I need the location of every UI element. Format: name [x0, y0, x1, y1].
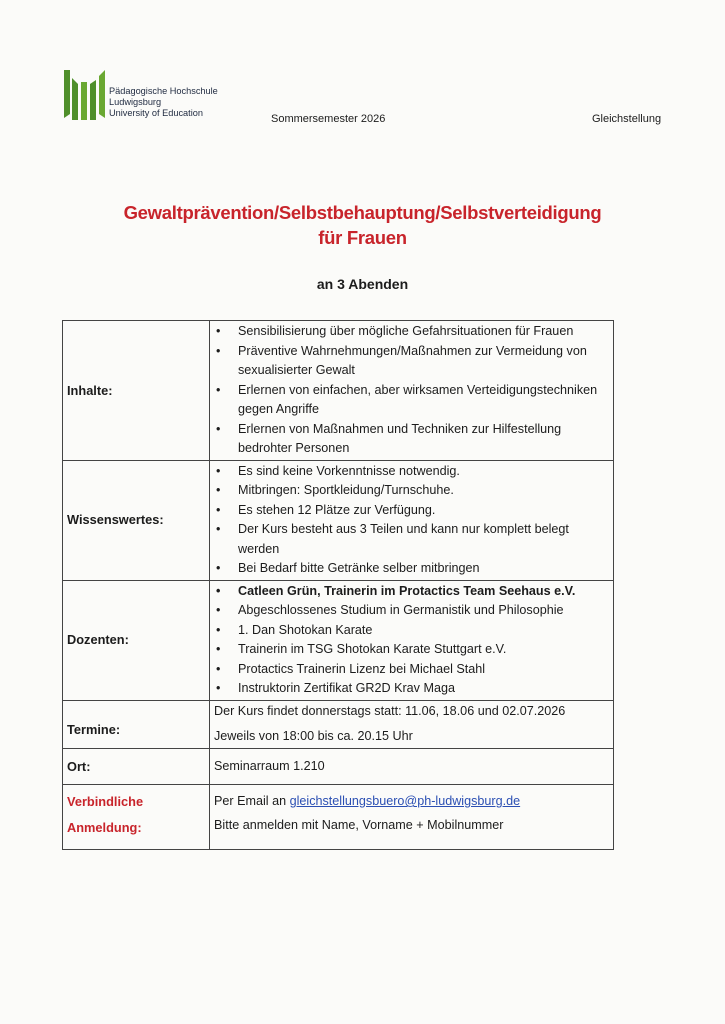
logo-line: Ludwigsburg [109, 97, 162, 107]
list-item: • Trainerin im TSG Shotokan Karate Stuttgart e.V. [214, 640, 607, 660]
row-inhalte [63, 321, 614, 461]
termine-dates: Der Kurs findet donnerstags statt: 11.06, 18.06 und 02.07.2026 [214, 703, 566, 718]
list-item: • Sensibilisierung über mögliche Gefahrsituationen für Frauen [214, 322, 607, 342]
bullet-list [214, 322, 607, 459]
list-item: • Es stehen 12 Plätze zur Verfügung. [214, 501, 607, 521]
document-subtitle: an 3 Abenden [316, 276, 409, 292]
list-item: • Der Kurs besteht aus 3 Teilen und kann nur komplett belegt werden [214, 520, 607, 559]
row-label: Dozenten: [63, 580, 210, 700]
logo-line: Pädagogische Hochschule [109, 86, 218, 96]
title-line: für Frauen [318, 227, 407, 248]
logo-text [109, 86, 218, 119]
row-label: Inhalte: [63, 321, 210, 461]
semester-label: Sommersemester 2026 [271, 113, 386, 125]
anmeldung-instructions: Bitte anmelden mit Name, Vorname + Mobilnummer [214, 818, 504, 832]
row-label: Termine: [63, 700, 210, 748]
list-item: • Bei Bedarf bitte Getränke selber mitbringen [214, 559, 607, 579]
list-item: • Protactics Trainerin Lizenz bei Michael Stahl [214, 660, 607, 680]
list-item: • Präventive Wahrnehmungen/Maßnahmen zur Vermeidung von sexualisierter Gewalt [214, 342, 607, 381]
email-link[interactable]: gleichstellungsbuero@ph-ludwigsburg.de [289, 794, 521, 808]
bullet-list [214, 462, 607, 579]
row-content [210, 700, 614, 748]
logo-line: University of Education [109, 108, 203, 118]
row-content [210, 580, 614, 700]
title-line: Gewaltprävention/Selbstbehauptung/Selbstverteidigung [123, 202, 602, 223]
list-item: • Erlernen von Maßnahmen und Techniken zur Hilfestellung bedrohter Personen [214, 420, 607, 459]
row-termine [63, 700, 614, 748]
termine-time: Jeweils von 18:00 bis ca. 20.15 Uhr [214, 729, 413, 743]
email-line [214, 789, 607, 813]
row-content [210, 321, 614, 461]
list-item: • Es sind keine Vorkenntnisse notwendig. [214, 462, 607, 482]
list-item: • Catleen Grün, Trainerin im Protactics Team Seehaus e.V. [214, 582, 607, 602]
row-wissenswertes [63, 460, 614, 580]
row-label [63, 785, 210, 850]
list-item: • Instruktorin Zertifikat GR2D Krav Maga [214, 679, 607, 699]
list-item: • 1. Dan Shotokan Karate [214, 621, 607, 641]
university-logo-icon [64, 70, 108, 120]
email-prefix: Per Email an [214, 794, 290, 808]
row-content [210, 460, 614, 580]
anmeldung-label-line: Anmeldung: [67, 820, 142, 835]
document-title [0, 200, 725, 250]
info-table [62, 320, 614, 850]
bullet-list [214, 582, 607, 699]
anmeldung-label-line: Verbindliche [67, 794, 144, 809]
row-content [210, 785, 614, 850]
row-anmeldung [63, 785, 614, 850]
list-item: • Abgeschlossenes Studium in Germanistik und Philosophie [214, 601, 607, 621]
row-label: Ort: [63, 748, 210, 785]
department-label: Gleichstellung [592, 113, 662, 125]
row-dozenten [63, 580, 614, 700]
university-logo [64, 70, 234, 122]
row-ort [63, 748, 614, 785]
list-item: • Erlernen von einfachen, aber wirksamen Verteidigungstechniken gegen Angriffe [214, 381, 607, 420]
row-label: Wissenswertes: [63, 460, 210, 580]
row-content: Seminarraum 1.210 [210, 748, 614, 785]
list-item: • Mitbringen: Sportkleidung/Turnschuhe. [214, 481, 607, 501]
